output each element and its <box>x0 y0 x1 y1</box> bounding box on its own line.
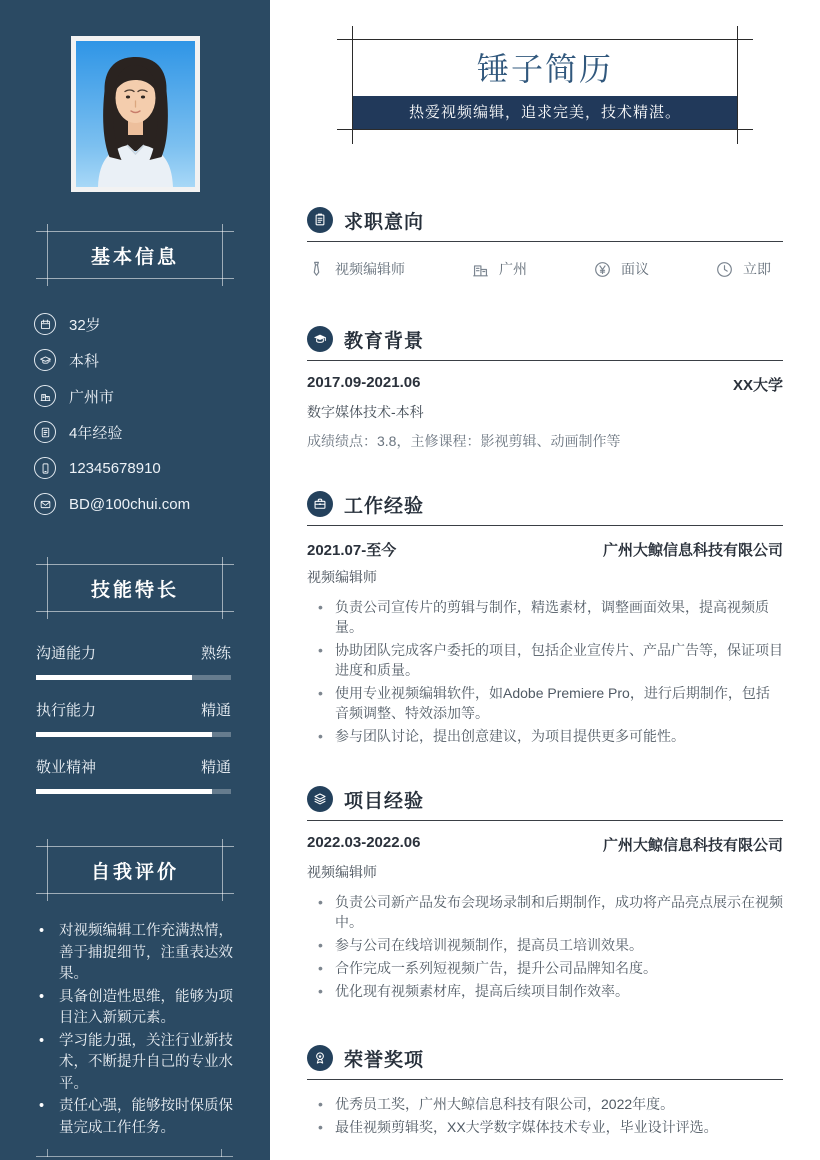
work-bullet: • 负责公司宣传片的剪辑与制作，精选素材，调整画面效果，提高视频质量。 <box>307 597 783 637</box>
intent-salary <box>593 259 649 279</box>
banner-crop-line <box>337 39 753 40</box>
project-bullet: • 负责公司新产品发布会现场录制和后期制作，成功将产品亮点展示在视频中。 <box>307 892 783 932</box>
info-item-phone-text: 12345678910 <box>69 459 161 477</box>
project-company: 广州大鲸信息科技有限公司 <box>602 837 783 854</box>
building-icon <box>34 385 56 407</box>
section-title: 项目经验 <box>344 790 425 812</box>
section-divider <box>307 360 783 361</box>
email-icon <box>34 493 56 515</box>
skill-bar <box>36 789 231 794</box>
skill-bar-fill <box>36 789 212 794</box>
self-eval-title <box>36 846 234 894</box>
tie-icon <box>307 260 326 279</box>
skill-level: 精通 <box>200 759 231 776</box>
education-major: 数字媒体技术-本科 <box>307 404 424 420</box>
self-eval-item: • 责任心强，能够按时保质保量完成工作任务。 <box>36 1096 244 1139</box>
education-detail: 成绩绩点：3.8，主修课程：影视剪辑、动画制作等 <box>307 433 621 449</box>
section-divider <box>307 1079 783 1080</box>
info-item-degree <box>34 342 270 378</box>
sidebar-next-section-line <box>36 1156 233 1157</box>
profile-photo <box>71 36 200 192</box>
project-bullet: • 参与公司在线培训视频制作，提高员工培训效果。 <box>307 935 783 955</box>
skill-bar <box>36 732 231 737</box>
section-work <box>307 491 783 746</box>
building-icon <box>471 260 490 279</box>
info-item-age-text: 32岁 <box>69 316 101 334</box>
info-item-experience-text: 4年经验 <box>69 424 123 442</box>
info-item-age <box>34 306 270 342</box>
info-item-degree-text: 本科 <box>69 352 100 370</box>
project-period: 2022.03-2022.06 <box>307 834 421 851</box>
intent-position <box>307 259 405 279</box>
self-eval-list <box>36 921 244 1139</box>
basic-info-title <box>36 231 234 279</box>
section-intention <box>307 207 783 279</box>
briefcase-icon <box>307 491 333 517</box>
section-project <box>307 786 783 1001</box>
project-bullet: • 优化现有视频素材库，提高后续项目制作效率。 <box>307 981 783 1001</box>
skill-item <box>36 756 231 794</box>
project-bullet-list <box>307 892 783 1001</box>
skill-level: 精通 <box>200 702 231 719</box>
section-title: 求职意向 <box>344 211 425 233</box>
info-item-city-text: 广州市 <box>69 388 115 406</box>
honors-bullet-list <box>307 1094 783 1137</box>
section-honors <box>307 1045 783 1137</box>
phone-icon <box>34 457 56 479</box>
main-content <box>270 0 820 1160</box>
intent-availability <box>715 259 771 279</box>
skill-name: 执行能力 <box>36 702 97 719</box>
layers-icon <box>307 786 333 812</box>
graduation-icon <box>307 326 333 352</box>
honor-bullet: • 优秀员工奖，广州大鲸信息科技有限公司，2022年度。 <box>307 1094 783 1114</box>
info-item-email-text: BD@100chui.com <box>69 495 191 513</box>
banner-crop-line <box>352 26 353 144</box>
section-divider <box>307 241 783 242</box>
resume-subtitle: 热爱视频编辑，追求完美，技术精湛。 <box>352 96 738 130</box>
self-eval-item: • 学习能力强，关注行业新技术，不断提升自己的专业水平。 <box>36 1031 244 1096</box>
intent-salary-label: 面议 <box>621 261 649 277</box>
section-education <box>307 326 783 451</box>
resume-banner <box>352 39 738 130</box>
skill-item <box>36 699 231 737</box>
skill-bar-fill <box>36 675 192 680</box>
medal-icon <box>307 1045 333 1071</box>
banner-crop-line <box>737 26 738 144</box>
work-bullet: • 使用专业视频编辑软件，如Adobe Premiere Pro，进行后期制作，包括音频调整、特效添加等。 <box>307 683 783 723</box>
skill-name: 沟通能力 <box>36 645 97 662</box>
intent-position-label: 视频编辑师 <box>335 261 405 277</box>
work-bullet-list <box>307 597 783 746</box>
info-item-city <box>34 378 270 414</box>
intent-availability-label: 立即 <box>743 261 771 277</box>
section-title: 荣誉奖项 <box>344 1049 425 1071</box>
self-eval-title-label: 自我评价 <box>90 862 179 883</box>
document-icon <box>34 421 56 443</box>
clipboard-icon <box>307 207 333 233</box>
calendar-icon <box>34 313 56 335</box>
work-bullet: • 参与团队讨论，提出创意建议，为项目提供更多可能性。 <box>307 726 783 746</box>
intent-city <box>471 259 527 279</box>
skill-bar <box>36 675 231 680</box>
section-title: 教育背景 <box>344 330 425 352</box>
project-bullet: • 合作完成一系列短视频广告，提升公司品牌知名度。 <box>307 958 783 978</box>
work-company: 广州大鲸信息科技有限公司 <box>602 542 783 559</box>
banner-crop-line <box>337 129 753 130</box>
skill-item <box>36 642 231 680</box>
basic-info-title-label: 基本信息 <box>90 247 179 268</box>
intention-row <box>307 259 783 279</box>
yen-icon <box>593 260 612 279</box>
honor-bullet: • 最佳视频剪辑奖，XX大学数字媒体技术专业，毕业设计评选。 <box>307 1117 783 1137</box>
info-item-email <box>34 486 270 522</box>
skill-bar-fill <box>36 732 212 737</box>
sidebar <box>0 0 270 1160</box>
section-divider <box>307 820 783 821</box>
self-eval-item: • 具备创造性思维，能够为项目注入新颖元素。 <box>36 987 244 1030</box>
id-photo-illustration <box>76 41 195 187</box>
intent-city-label: 广州 <box>499 261 527 277</box>
skills-title-label: 技能特长 <box>90 580 179 601</box>
education-school: XX大学 <box>732 377 783 394</box>
skill-name: 敬业精神 <box>36 759 97 776</box>
section-title: 工作经验 <box>344 495 425 517</box>
clock-icon <box>715 260 734 279</box>
info-item-phone <box>34 450 270 486</box>
self-eval-item: • 对视频编辑工作充满热情，善于捕捉细节，注重表达效果。 <box>36 921 244 986</box>
graduation-icon <box>34 349 56 371</box>
info-item-experience <box>34 414 270 450</box>
education-period: 2017.09-2021.06 <box>307 374 421 391</box>
work-role: 视频编辑师 <box>307 569 377 585</box>
resume-title: 锤子简历 <box>476 51 613 87</box>
skills-list <box>0 642 270 794</box>
project-role: 视频编辑师 <box>307 864 377 880</box>
basic-info-list <box>0 306 270 522</box>
work-bullet: • 协助团队完成客户委托的项目，包括企业宣传片、产品广告等，保证项目进度和质量。 <box>307 640 783 680</box>
skill-level: 熟练 <box>200 645 231 662</box>
skills-title <box>36 564 234 612</box>
section-divider <box>307 525 783 526</box>
work-period: 2021.07-至今 <box>307 542 397 559</box>
